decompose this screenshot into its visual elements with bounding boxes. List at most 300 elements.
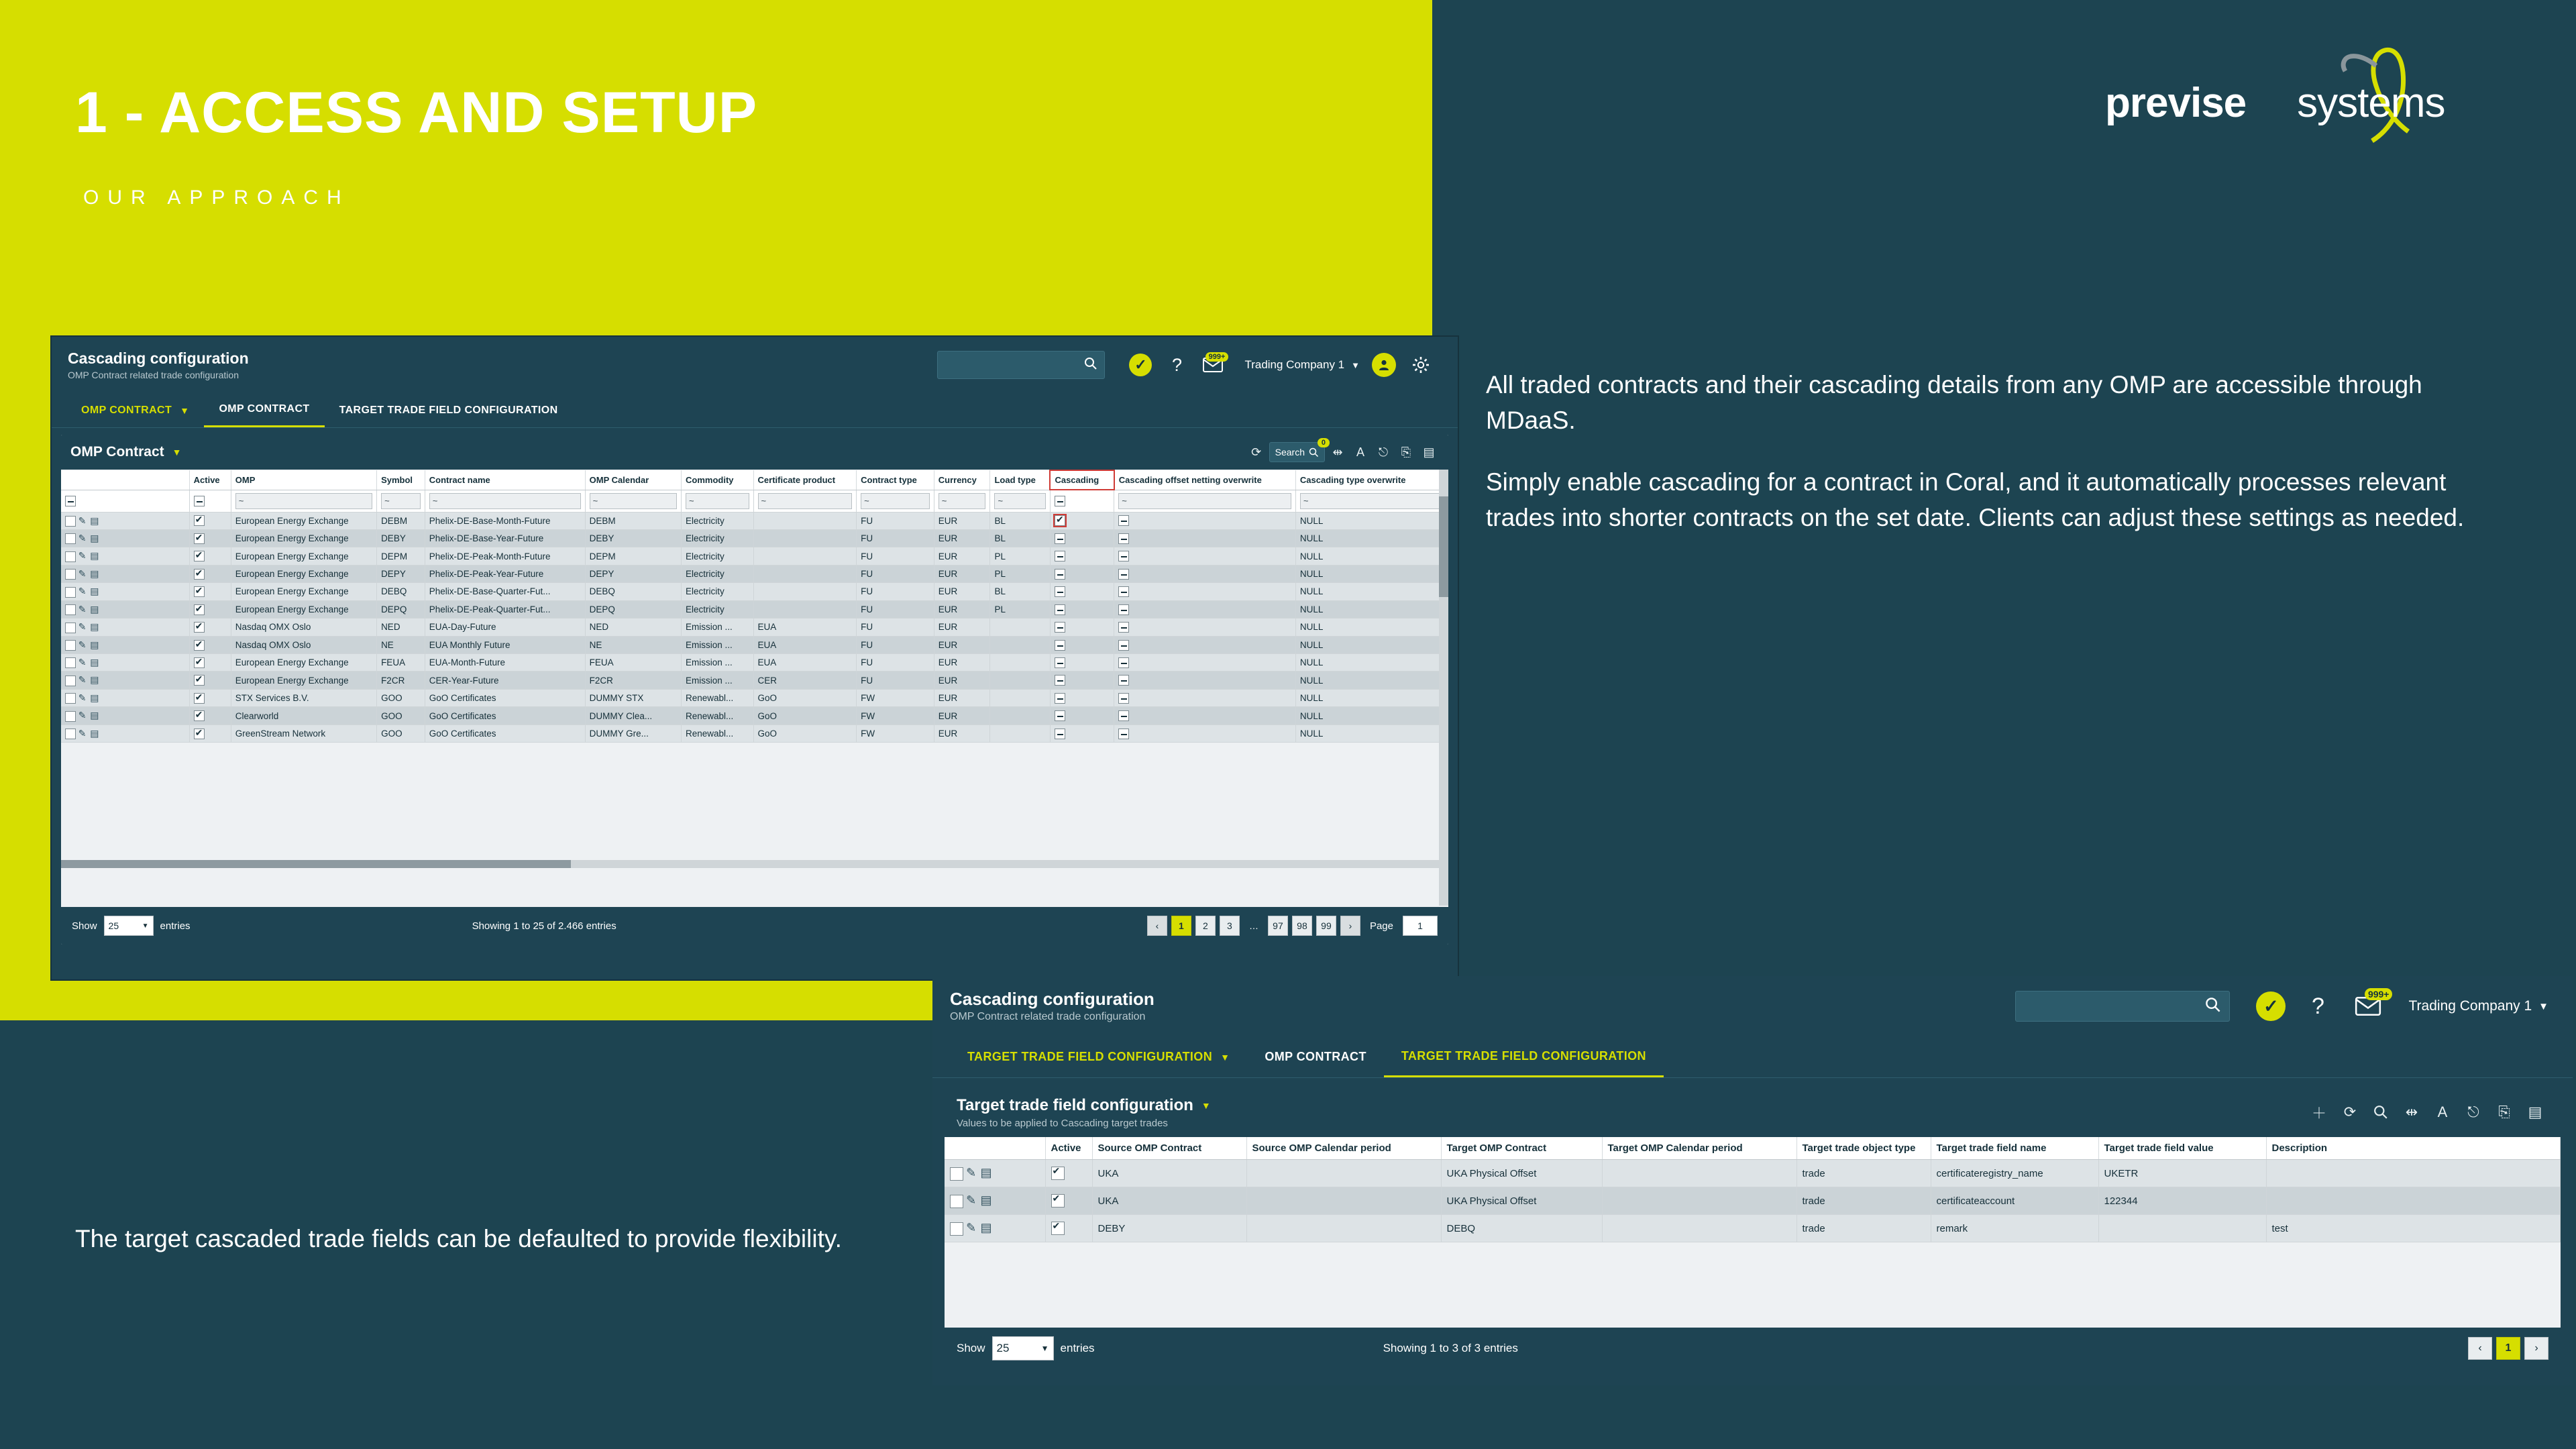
cell-cascading-offset[interactable] — [1114, 654, 1296, 672]
cell-active[interactable] — [189, 512, 231, 529]
th-symbol[interactable]: Symbol — [377, 470, 425, 490]
cascading-offset-checkbox[interactable] — [1118, 533, 1129, 544]
cell-cascading[interactable] — [1050, 583, 1114, 600]
chevron-down-icon[interactable]: ▼ — [172, 447, 182, 458]
cascading-checkbox[interactable] — [1055, 657, 1065, 668]
layout-icon[interactable]: ▤ — [1423, 445, 1435, 459]
table-row[interactable] — [61, 547, 1448, 565]
cell-active[interactable] — [189, 547, 231, 565]
cell-cascading-offset[interactable] — [1114, 724, 1296, 742]
cell-certificate-product: EUA — [753, 619, 857, 636]
cell-cascading-offset[interactable] — [1114, 707, 1296, 724]
th-contract-name[interactable]: Contract name — [425, 470, 585, 490]
active-checkbox[interactable] — [1051, 1222, 1065, 1235]
select-all-checkbox[interactable] — [65, 496, 76, 506]
cell-active[interactable] — [1045, 1187, 1092, 1215]
cell-commodity: Electricity — [682, 565, 754, 582]
detail-icon[interactable]: ▤ — [980, 1221, 992, 1235]
tab-target-trade-field-configuration[interactable] — [1384, 1036, 1664, 1077]
table-row[interactable] — [61, 600, 1448, 618]
row-select-checkbox[interactable] — [65, 640, 76, 651]
filter-active-checkbox[interactable] — [194, 496, 205, 506]
messages-button[interactable] — [2344, 985, 2392, 1027]
cascading-offset-checkbox[interactable] — [1118, 604, 1129, 615]
cell-row-actions[interactable] — [61, 619, 189, 636]
cascading-checkbox[interactable] — [1055, 515, 1065, 526]
search-icon[interactable] — [1084, 357, 1097, 374]
active-checkbox[interactable] — [1051, 1194, 1065, 1208]
cell-active[interactable] — [189, 724, 231, 742]
export-icon[interactable]: ⎘ — [2498, 1104, 2510, 1120]
cell-contract-type: FU — [857, 636, 934, 653]
active-checkbox[interactable] — [194, 710, 205, 721]
cell-active[interactable] — [189, 654, 231, 672]
cell-active[interactable] — [189, 600, 231, 618]
target-trade-field-table — [945, 1137, 2561, 1242]
company-label[interactable]: Trading Company 1 — [1244, 358, 1345, 371]
detail-icon[interactable]: ▤ — [90, 657, 99, 667]
cell-cascading-offset[interactable] — [1114, 512, 1296, 529]
row-select-checkbox[interactable] — [950, 1167, 963, 1181]
row-select-checkbox[interactable] — [65, 551, 76, 562]
cascading-checkbox[interactable] — [1055, 675, 1065, 686]
status-ok-button[interactable] — [1125, 350, 1156, 380]
prev-page-button[interactable]: ‹ — [1147, 916, 1167, 936]
cell-cascading[interactable] — [1050, 707, 1114, 724]
cell-row-actions[interactable] — [61, 583, 189, 600]
th-omp-calendar[interactable]: OMP Calendar — [585, 470, 681, 490]
active-checkbox[interactable] — [194, 515, 205, 526]
cell-row-actions[interactable] — [61, 724, 189, 742]
table-row[interactable] — [61, 583, 1448, 600]
help-button[interactable] — [1161, 350, 1192, 380]
edit-icon[interactable]: ✎ — [78, 568, 87, 579]
cell-cascading[interactable] — [1050, 529, 1114, 547]
edit-icon[interactable]: ✎ — [78, 657, 87, 667]
th-load-type[interactable]: Load type — [990, 470, 1050, 490]
page-button-99[interactable]: 99 — [1316, 916, 1336, 936]
export-icon[interactable]: ⎘ — [1401, 445, 1411, 459]
table-row[interactable] — [61, 654, 1448, 672]
filter-certificate-product-input[interactable] — [758, 493, 853, 509]
cascading-checkbox[interactable] — [1055, 569, 1065, 580]
cell-omp: STX Services B.V. — [231, 689, 376, 706]
cell-cascading[interactable] — [1050, 619, 1114, 636]
question-icon: ? — [2312, 993, 2324, 1019]
detail-icon[interactable]: ▤ — [90, 621, 99, 633]
row-select-checkbox[interactable] — [65, 657, 76, 668]
active-checkbox[interactable] — [194, 586, 205, 597]
cell-active[interactable] — [1045, 1215, 1092, 1242]
th-target-trade-object-type[interactable]: Target trade object type — [1796, 1137, 1931, 1160]
cascading-offset-checkbox[interactable] — [1118, 729, 1129, 739]
search-icon[interactable] — [2205, 997, 2221, 1016]
help-button[interactable] — [2297, 985, 2339, 1027]
paragraph-1: All traded contracts and their cascading details from any OMP are accessible through MDaaS. — [1486, 371, 2422, 434]
global-search-box[interactable] — [937, 351, 1105, 379]
edit-icon[interactable]: ✎ — [966, 1193, 977, 1208]
chevron-down-icon[interactable]: ▼ — [1201, 1099, 1211, 1111]
cell-symbol: GOO — [377, 707, 425, 724]
cell-cascading[interactable] — [1050, 636, 1114, 653]
cascading-offset-checkbox[interactable] — [1118, 640, 1129, 651]
cell-cascading-offset[interactable] — [1114, 672, 1296, 689]
vertical-scrollbar[interactable] — [1439, 470, 1448, 906]
page-size-select[interactable] — [992, 1336, 1054, 1360]
cell-active[interactable] — [189, 583, 231, 600]
filter-cascading-offset-input[interactable] — [1118, 493, 1291, 509]
global-search-box[interactable] — [2015, 991, 2230, 1022]
cell-cascading[interactable] — [1050, 600, 1114, 618]
fit-columns-icon[interactable]: ⇹ — [2405, 1104, 2418, 1120]
filter-load-type-input[interactable] — [994, 493, 1045, 509]
th-source-omp-calendar-period[interactable]: Source OMP Calendar period — [1246, 1137, 1441, 1160]
cell-source-omp-contract: DEBY — [1092, 1215, 1246, 1242]
font-icon[interactable]: A — [1356, 445, 1364, 459]
search-button[interactable] — [1269, 439, 1326, 462]
search-input[interactable] — [2024, 1000, 2205, 1013]
edit-icon[interactable]: ✎ — [78, 515, 87, 526]
cell-currency: EUR — [934, 636, 990, 653]
filter-commodity-input[interactable] — [686, 493, 749, 509]
cascading-offset-checkbox[interactable] — [1118, 622, 1129, 633]
cell-commodity: Electricity — [682, 529, 754, 547]
edit-icon[interactable]: ✎ — [78, 586, 87, 597]
cascading-checkbox[interactable] — [1055, 533, 1065, 544]
cell-description — [2266, 1187, 2561, 1215]
cell-certificate-product: EUA — [753, 654, 857, 672]
cell-currency: EUR — [934, 565, 990, 582]
filter-contract-type-input[interactable] — [861, 493, 930, 509]
edit-icon[interactable]: ✎ — [78, 727, 87, 739]
cell-active[interactable] — [1045, 1160, 1092, 1187]
cell-cascading-offset[interactable] — [1114, 583, 1296, 600]
row-select-checkbox[interactable] — [65, 623, 76, 633]
cascading-offset-checkbox[interactable] — [1118, 675, 1129, 686]
cell-omp-calendar: DEBY — [585, 529, 681, 547]
cell-active[interactable] — [189, 565, 231, 582]
cell-row-actions[interactable] — [945, 1215, 1045, 1242]
search-input[interactable] — [945, 360, 1084, 371]
edit-icon[interactable]: ✎ — [78, 692, 87, 703]
row-select-checkbox[interactable] — [950, 1195, 963, 1208]
cell-load-type — [990, 724, 1050, 742]
cell-cascading-offset[interactable] — [1114, 529, 1296, 547]
cell-certificate-product — [753, 529, 857, 547]
page-button-2[interactable]: 2 — [1195, 916, 1216, 936]
cell-active[interactable] — [189, 529, 231, 547]
avatar[interactable] — [1372, 353, 1396, 377]
active-checkbox[interactable] — [194, 657, 205, 668]
cell-commodity: Electricity — [682, 512, 754, 529]
row-select-checkbox[interactable] — [65, 711, 76, 722]
search-icon[interactable] — [2367, 1099, 2394, 1126]
row-select-checkbox[interactable] — [65, 676, 76, 686]
cell-load-type: BL — [990, 529, 1050, 547]
cell-cascading[interactable] — [1050, 724, 1114, 742]
cell-cascading-offset[interactable] — [1114, 600, 1296, 618]
cell-cascading[interactable] — [1050, 512, 1114, 529]
th-source-omp-contract[interactable]: Source OMP Contract — [1092, 1137, 1246, 1160]
detail-icon[interactable]: ▤ — [90, 692, 99, 703]
cell-cascading-offset[interactable] — [1114, 565, 1296, 582]
edit-icon[interactable]: ✎ — [78, 674, 87, 686]
cell-row-actions[interactable] — [61, 512, 189, 529]
cell-cascading-offset[interactable] — [1114, 619, 1296, 636]
page-button-3[interactable]: 3 — [1220, 916, 1240, 936]
th-cascading-type-overwrite[interactable]: Cascading type overwrite — [1295, 470, 1448, 490]
cell-active[interactable] — [189, 619, 231, 636]
cell-row-actions[interactable] — [61, 547, 189, 565]
edit-icon[interactable]: ✎ — [78, 639, 87, 650]
filter-cascading-offset — [1114, 490, 1296, 512]
settings-button[interactable] — [1405, 350, 1436, 380]
chevron-down-icon[interactable]: ▼ — [1351, 360, 1360, 370]
cascading-offset-checkbox[interactable] — [1118, 515, 1129, 526]
active-checkbox[interactable] — [1051, 1167, 1065, 1180]
upload-icon[interactable]: ⎋ — [2467, 1104, 2479, 1120]
cell-load-type — [990, 636, 1050, 653]
th-active[interactable]: Active — [189, 470, 231, 490]
row-select-checkbox[interactable] — [65, 729, 76, 739]
cascading-checkbox[interactable] — [1055, 604, 1065, 615]
cell-cascading[interactable] — [1050, 672, 1114, 689]
tab-omp-contract[interactable] — [204, 393, 324, 427]
active-checkbox[interactable] — [194, 640, 205, 651]
detail-icon[interactable]: ▤ — [90, 586, 99, 597]
table-row[interactable] — [945, 1215, 2561, 1242]
cell-cascading[interactable] — [1050, 547, 1114, 565]
cell-row-actions[interactable] — [61, 636, 189, 653]
cascading-offset-checkbox[interactable] — [1118, 710, 1129, 721]
cell-target-omp-contract: DEBQ — [1441, 1215, 1602, 1242]
cell-cascading[interactable] — [1050, 689, 1114, 706]
tab-omp-contract[interactable] — [1247, 1036, 1383, 1077]
detail-icon[interactable]: ▤ — [90, 603, 99, 614]
cell-load-type — [990, 707, 1050, 724]
chevron-down-icon[interactable]: ▼ — [2538, 1000, 2548, 1012]
layout-icon[interactable]: ▤ — [2528, 1104, 2542, 1120]
page-number-input[interactable]: 1 — [1403, 916, 1438, 936]
th-contract-type[interactable]: Contract type — [857, 470, 934, 490]
grid-scroll-area[interactable] — [61, 470, 1448, 906]
cell-row-actions[interactable] — [61, 672, 189, 689]
next-page-button[interactable]: › — [1340, 916, 1360, 936]
th-currency[interactable]: Currency — [934, 470, 990, 490]
page-button-1[interactable]: 1 — [1171, 916, 1191, 936]
edit-icon[interactable]: ✎ — [78, 550, 87, 561]
detail-icon[interactable]: ▤ — [90, 568, 99, 579]
cascading-checkbox[interactable] — [1055, 551, 1065, 561]
filter-symbol-input[interactable] — [381, 493, 421, 509]
status-ok-button[interactable] — [2250, 985, 2292, 1027]
table-row[interactable] — [61, 689, 1448, 706]
cell-active[interactable] — [189, 636, 231, 653]
cell-row-actions[interactable] — [945, 1187, 1045, 1215]
row-select-checkbox[interactable] — [950, 1222, 963, 1236]
page-button-1[interactable]: 1 — [2496, 1337, 2520, 1360]
cell-omp: European Energy Exchange — [231, 654, 376, 672]
next-page-button[interactable]: › — [2524, 1337, 2548, 1360]
cascading-offset-checkbox[interactable] — [1118, 586, 1129, 597]
cascading-checkbox[interactable] — [1055, 729, 1065, 739]
fit-columns-icon[interactable]: ⇹ — [1332, 445, 1343, 459]
th-description[interactable]: Description — [2266, 1137, 2561, 1160]
cell-row-actions[interactable] — [61, 600, 189, 618]
table-row[interactable] — [61, 724, 1448, 742]
cell-row-actions[interactable] — [945, 1160, 1045, 1187]
cell-cascading-offset[interactable] — [1114, 689, 1296, 706]
cell-contract-type: FW — [857, 707, 934, 724]
cell-contract-type: FW — [857, 689, 934, 706]
filter-currency — [934, 490, 990, 512]
cell-contract-name: GoO Certificates — [425, 724, 585, 742]
detail-icon[interactable]: ▤ — [90, 639, 99, 650]
row-select-checkbox[interactable] — [65, 604, 76, 615]
page-size-select[interactable] — [104, 916, 154, 936]
cell-cascading-offset[interactable] — [1114, 636, 1296, 653]
active-checkbox[interactable] — [194, 533, 205, 544]
active-checkbox[interactable] — [194, 622, 205, 633]
filter-currency-input[interactable] — [938, 493, 986, 509]
th-active[interactable]: Active — [1045, 1137, 1092, 1160]
detail-icon[interactable]: ▤ — [90, 710, 99, 721]
active-checkbox[interactable] — [194, 604, 205, 615]
filter-omp-calendar-input[interactable] — [590, 493, 677, 509]
cascading-checkbox[interactable] — [1055, 586, 1065, 597]
cascading-offset-checkbox[interactable] — [1118, 551, 1129, 561]
table-row[interactable] — [945, 1160, 2561, 1187]
edit-icon[interactable]: ✎ — [966, 1166, 977, 1179]
th-cascading-offset-netting-overwrite[interactable]: Cascading offset netting overwrite — [1114, 470, 1296, 490]
refresh-icon[interactable]: ⟳ — [1251, 445, 1262, 459]
company-label[interactable]: Trading Company 1 — [2408, 998, 2532, 1014]
tab-dropdown-target-trade-field-configuration[interactable] — [950, 1036, 1247, 1077]
upload-icon[interactable]: ⎋ — [1378, 445, 1389, 459]
detail-icon[interactable]: ▤ — [980, 1166, 992, 1179]
detail-icon[interactable]: ▤ — [90, 550, 99, 561]
cell-contract-type: FU — [857, 672, 934, 689]
refresh-icon[interactable]: ⟳ — [2343, 1104, 2357, 1120]
row-select-checkbox[interactable] — [65, 533, 76, 544]
th-target-trade-field-name[interactable]: Target trade field name — [1931, 1137, 2098, 1160]
cell-cascading[interactable] — [1050, 565, 1114, 582]
table-row[interactable] — [61, 619, 1448, 636]
active-checkbox[interactable] — [194, 693, 205, 704]
add-icon[interactable]: ＋ — [2311, 1104, 2326, 1122]
active-checkbox[interactable] — [194, 675, 205, 686]
edit-icon[interactable]: ✎ — [78, 710, 87, 721]
filter-contract-type — [857, 490, 934, 512]
th-certificate-product[interactable]: Certificate product — [753, 470, 857, 490]
edit-icon[interactable]: ✎ — [966, 1221, 977, 1235]
cell-certificate-product: GoO — [753, 689, 857, 706]
cell-contract-type: FU — [857, 600, 934, 618]
edit-icon[interactable]: ✎ — [78, 532, 87, 543]
cell-target-trade-field-value: UKETR — [2098, 1160, 2266, 1187]
cell-active[interactable] — [189, 707, 231, 724]
row-select-checkbox[interactable] — [65, 516, 76, 527]
tab-dropdown-omp-contract[interactable] — [66, 393, 204, 427]
page-button-98[interactable]: 98 — [1292, 916, 1312, 936]
cascading-offset-checkbox[interactable] — [1118, 569, 1129, 580]
cell-target-trade-field-name: certificateregistry_name — [1931, 1160, 2098, 1187]
table-row[interactable] — [61, 707, 1448, 724]
cell-row-actions[interactable] — [61, 565, 189, 582]
page-button-97[interactable]: 97 — [1268, 916, 1288, 936]
active-checkbox[interactable] — [194, 569, 205, 580]
table-row[interactable] — [945, 1187, 2561, 1215]
detail-icon[interactable]: ▤ — [90, 515, 99, 526]
cell-cascading-offset[interactable] — [1114, 547, 1296, 565]
table-row[interactable] — [61, 529, 1448, 547]
cascading-offset-checkbox[interactable] — [1118, 693, 1129, 704]
detail-icon[interactable]: ▤ — [90, 727, 99, 739]
cell-currency: EUR — [934, 600, 990, 618]
font-icon[interactable]: A — [2437, 1104, 2448, 1120]
th-target-omp-contract[interactable]: Target OMP Contract — [1441, 1137, 1602, 1160]
table-row[interactable] — [61, 636, 1448, 653]
th-target-trade-field-value[interactable]: Target trade field value — [2098, 1137, 2266, 1160]
cell-currency: EUR — [934, 583, 990, 600]
cascading-checkbox[interactable] — [1055, 710, 1065, 721]
cell-symbol: DEPQ — [377, 600, 425, 618]
row-select-checkbox[interactable] — [65, 569, 76, 580]
horizontal-scrollbar[interactable] — [61, 860, 1448, 868]
cell-cascading[interactable] — [1050, 654, 1114, 672]
cell-row-actions[interactable] — [61, 707, 189, 724]
table-row[interactable] — [61, 565, 1448, 582]
detail-icon[interactable]: ▤ — [90, 674, 99, 686]
vertical-scrollbar-thumb[interactable] — [1439, 496, 1448, 597]
th-target-omp-calendar-period[interactable]: Target OMP Calendar period — [1602, 1137, 1796, 1160]
cascading-checkbox[interactable] — [1055, 693, 1065, 704]
filter-cascading-checkbox[interactable] — [1055, 496, 1065, 506]
edit-icon[interactable]: ✎ — [78, 621, 87, 633]
row-select-checkbox[interactable] — [65, 587, 76, 598]
tab-target-trade-field-configuration[interactable] — [325, 393, 573, 427]
cell-row-actions[interactable] — [61, 654, 189, 672]
row-select-checkbox[interactable] — [65, 693, 76, 704]
cascading-checkbox[interactable] — [1055, 640, 1065, 651]
edit-icon[interactable]: ✎ — [78, 603, 87, 614]
detail-icon[interactable]: ▤ — [90, 532, 99, 543]
th-cascading[interactable]: Cascading — [1050, 470, 1114, 490]
th-commodity[interactable]: Commodity — [682, 470, 754, 490]
panel-title: OMP Contract — [70, 444, 164, 460]
cell-omp: European Energy Exchange — [231, 565, 376, 582]
prev-page-button[interactable]: ‹ — [2468, 1337, 2492, 1360]
active-checkbox[interactable] — [194, 551, 205, 561]
cell-row-actions[interactable] — [61, 689, 189, 706]
filter-cascading-type-input[interactable] — [1300, 493, 1444, 509]
active-checkbox[interactable] — [194, 729, 205, 739]
detail-icon[interactable]: ▤ — [980, 1193, 992, 1208]
cell-active[interactable] — [189, 672, 231, 689]
table-row[interactable] — [61, 512, 1448, 529]
table-row[interactable] — [61, 672, 1448, 689]
cascading-offset-checkbox[interactable] — [1118, 657, 1129, 668]
cell-row-actions[interactable] — [61, 529, 189, 547]
th-omp[interactable]: OMP — [231, 470, 376, 490]
messages-button[interactable] — [1197, 350, 1228, 380]
filter-contract-name-input[interactable] — [429, 493, 581, 509]
cell-active[interactable] — [189, 689, 231, 706]
cascading-checkbox[interactable] — [1055, 622, 1065, 633]
filter-omp-input[interactable] — [235, 493, 372, 509]
horizontal-scrollbar-thumb[interactable] — [61, 860, 571, 868]
cell-cascading-type: NULL — [1295, 654, 1448, 672]
